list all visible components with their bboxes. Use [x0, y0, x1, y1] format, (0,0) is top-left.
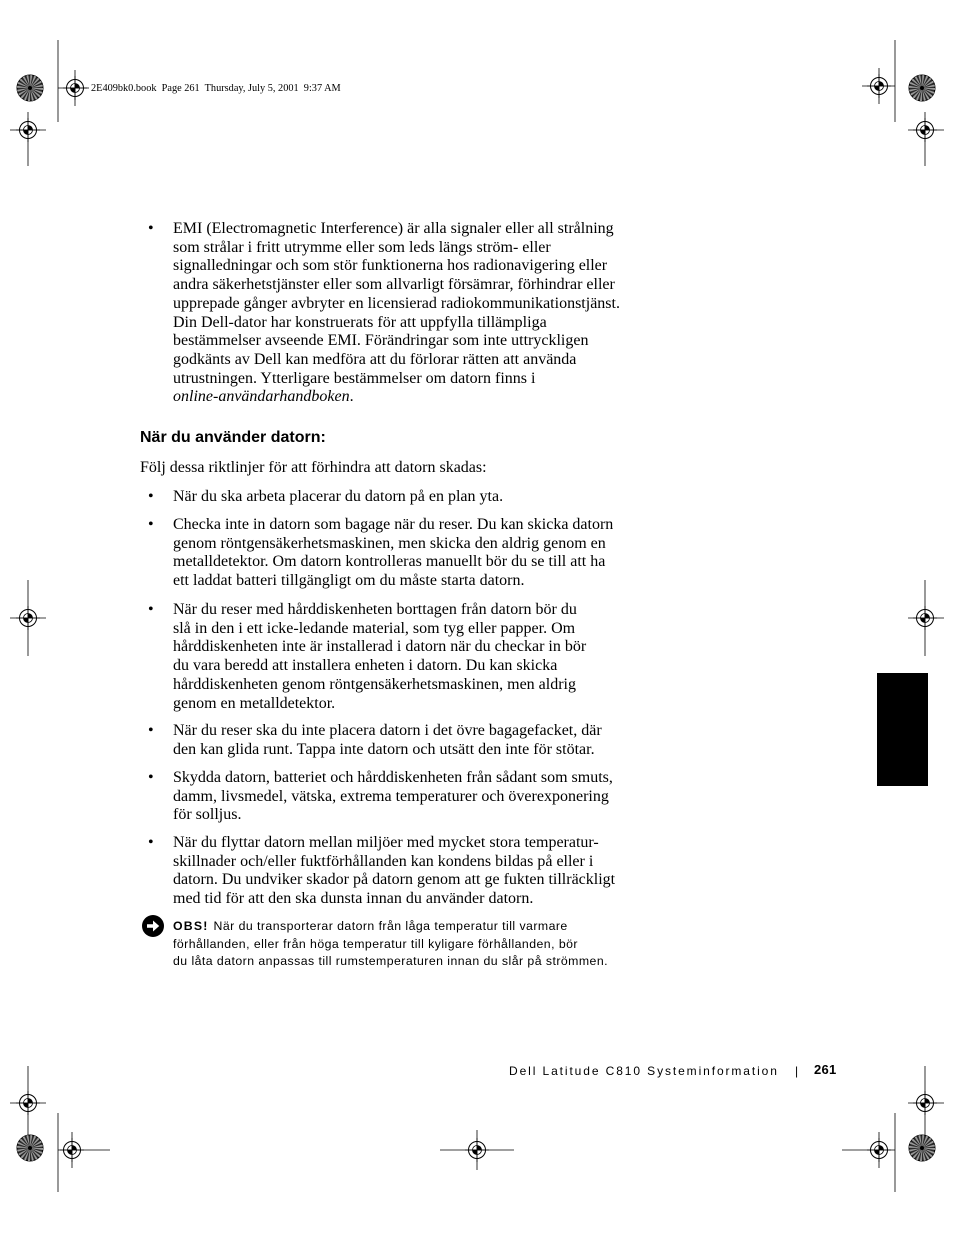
bullet-item: [148, 516, 613, 591]
registration-target-icon: [63, 76, 87, 100]
section-thumb-tab: [877, 673, 928, 786]
text-line: skillnader och/eller fuktförhållanden kan kondens bildas på eller i: [173, 852, 594, 870]
bullet-item: [148, 488, 503, 507]
text-line: Checka inte in datorn som bagage när du reser. Du kan skicka datorn: [173, 516, 614, 533]
bullet-item: [148, 601, 586, 713]
notice-line-text: När du transporterar datorn från låga temperatur till varmare: [213, 919, 568, 933]
bullet-item-text: [173, 601, 586, 713]
bullet-item: [148, 722, 602, 759]
notice-line: förhållanden, eller från höga temperatur till kyligare förhållanden, bör: [173, 936, 578, 951]
text-line: hårddiskenheten inte är installerad i datorn när du checkar in bör: [173, 638, 587, 656]
text-line: för solljus.: [173, 806, 242, 824]
text-line: upprepade gånger avbryter en licensierad radiokommunikationstjänst.: [173, 294, 620, 312]
notice-label: OBS!: [173, 919, 209, 933]
registration-target-icon: [867, 1138, 891, 1162]
bullet: •: [148, 220, 154, 237]
bullet-item-text: [173, 488, 503, 507]
notice-line: [173, 918, 608, 936]
footer-title: Dell Latitude C810 Systeminformation: [509, 1064, 779, 1078]
text-line: signalledningar och som stör funktionerna hos radionavigering eller: [173, 257, 608, 275]
bullet: •: [148, 769, 154, 786]
text-line: slå in den i ett icke-ledande material, som tyg eller papper. Om: [173, 619, 576, 637]
bullet-item-text: [173, 834, 615, 909]
section-heading: När du använder datorn:: [140, 429, 326, 446]
registration-target-icon: [913, 1091, 937, 1115]
section-lead: Följ dessa riktlinjer för att förhindra att datorn skadas:: [140, 459, 487, 476]
text-line: genom en metalldetektor.: [173, 694, 336, 712]
text-line: den kan glida runt. Tappa inte datorn och utsätt den inte för stötar.: [173, 740, 595, 758]
notice-line: du låta datorn anpassas till rumstemperaturen innan du slår på strömmen.: [173, 954, 608, 968]
text-line: metalldetektor. Om datorn kontrolleras manuellt bör du se till att ha: [173, 553, 606, 571]
registration-target-icon: [465, 1138, 489, 1162]
text-line: När du reser ska du inte placera datorn i det övre bagagefacket, där: [173, 722, 602, 739]
color-registration-icon: [17, 75, 43, 101]
registration-target-icon: [913, 118, 937, 142]
color-registration-icon: [909, 1135, 935, 1161]
registration-target-icon: [913, 606, 937, 630]
bullet: •: [148, 722, 154, 739]
sentence-end: .: [349, 388, 354, 406]
text-line: bestämmelser avseende EMI. Förändringar som inte uttryckligen: [173, 332, 589, 350]
color-registration-icon: [17, 1135, 43, 1161]
text-line: Din Dell-dator har konstruerats för att uppfylla tillämpliga: [173, 313, 547, 331]
registration-target-icon: [16, 1091, 40, 1115]
bullet-item-text: [173, 220, 620, 407]
bullet-item: [148, 834, 615, 909]
bullet-item-emi: [148, 220, 620, 407]
registration-target-icon: [60, 1138, 84, 1162]
bullet-item-text: [173, 769, 613, 825]
bullet: •: [148, 601, 154, 618]
text-line: hårddiskenheten genom röntgensäkerhetsmaskinen, men aldrig: [173, 675, 576, 693]
page-number: 261: [814, 1062, 837, 1077]
text-line: När du reser med hårddiskenheten borttagen från datorn bör du: [173, 601, 577, 618]
text-line: När du flyttar datorn mellan miljöer med mycket stora temperatur-: [173, 834, 599, 851]
arrow-right-circle-icon: [142, 915, 164, 937]
footer-separator: |: [795, 1064, 799, 1078]
text-line: som strålar i fritt utrymme eller som leds längs ström- eller: [173, 238, 551, 256]
bullet-item-text: [173, 722, 602, 759]
registration-target-icon: [16, 606, 40, 630]
text-line: datorn. Du undviker skador på datorn genom att ge fukten tillräckligt: [173, 871, 616, 889]
color-registration-icon: [909, 75, 935, 101]
text-line: utrustningen. Ytterligare bestämmelser om datorn finns i: [173, 369, 536, 387]
text-line: du vara beredd att installera enheten i datorn. Du kan skicka: [173, 657, 558, 675]
text-line: med tid för att den ska dunsta innan du använder datorn.: [173, 890, 534, 908]
manual-title: online-användarhandboken: [173, 388, 350, 406]
text-line: EMI (Electromagnetic Interference) är alla signaler eller all strålning: [173, 220, 614, 237]
bullet: •: [148, 488, 154, 505]
registration-target-icon: [16, 118, 40, 142]
text-line: godkänts av Dell kan medföra att du förlorar rätten att använda: [173, 350, 577, 368]
text-line: När du ska arbeta placerar du datorn på en plan yta.: [173, 488, 504, 505]
bullet: •: [148, 834, 154, 851]
text-line: genom röntgensäkerhetsmaskinen, men skicka den aldrig genom en: [173, 534, 606, 552]
text-line: ett laddat batteri tillgängligt om du måste starta datorn.: [173, 572, 525, 590]
bullet: •: [148, 516, 154, 533]
text-line: Skydda datorn, batteriet och hårddiskenheten från sådant som smuts,: [173, 769, 613, 786]
registration-target-icon: [867, 74, 891, 98]
text-line: andra säkerhetstjänster eller som allvarligt försämrar, förhindrar eller: [173, 276, 615, 294]
text-line: damm, livsmedel, vätska, extrema temperaturer och överexponering: [173, 787, 609, 805]
text-line: [173, 388, 620, 407]
print-slug: 2E409bk0.book Page 261 Thursday, July 5, 2001 9:37 AM: [91, 83, 341, 94]
notice-text: [173, 918, 608, 971]
bullet-item-text: [173, 516, 613, 591]
bullet-item: [148, 769, 613, 825]
